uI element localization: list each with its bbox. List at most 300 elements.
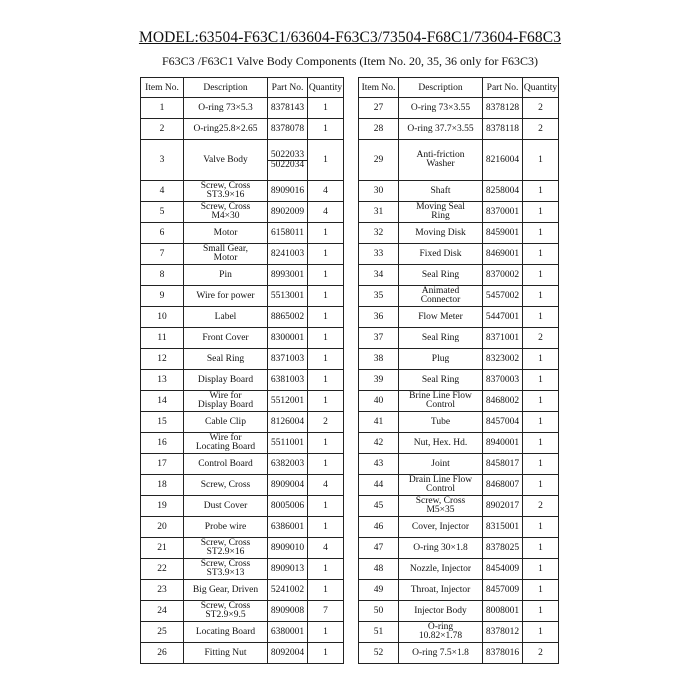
part-no-cell: 6380001 xyxy=(268,622,308,643)
description-cell xyxy=(184,601,268,622)
description-line: Small Gear, xyxy=(203,244,248,254)
description-line: Plug xyxy=(431,353,450,364)
item-no-cell: 10 xyxy=(141,307,184,328)
description-cell xyxy=(184,349,268,370)
item-no-cell: 30 xyxy=(359,181,399,202)
description-cell xyxy=(399,475,483,496)
part-no-cell: 8902009 xyxy=(268,202,308,223)
description-line: O-ring xyxy=(427,622,454,632)
item-no-cell: 41 xyxy=(359,412,399,433)
table-row xyxy=(141,559,344,580)
table-row xyxy=(359,202,559,223)
quantity-cell: 1 xyxy=(523,601,559,622)
part-no-cell: 8378078 xyxy=(268,119,308,140)
item-no-cell: 36 xyxy=(359,307,399,328)
part-no-cell: 8865002 xyxy=(268,307,308,328)
table-row xyxy=(141,349,344,370)
item-no-cell: 26 xyxy=(141,643,184,664)
part-no-cell: 8902017 xyxy=(483,496,523,517)
description-line: Front Cover xyxy=(202,332,249,343)
part-no-cell: 8993001 xyxy=(268,265,308,286)
item-no-cell: 35 xyxy=(359,286,399,307)
table-row xyxy=(141,601,344,622)
quantity-cell: 2 xyxy=(523,98,559,119)
description-line: Screw, Cross xyxy=(200,202,251,212)
item-no-cell: 20 xyxy=(141,517,184,538)
table-header-row xyxy=(141,78,344,98)
part-no-cell: 8092004 xyxy=(268,643,308,664)
description-cell xyxy=(399,454,483,475)
quantity-cell: 1 xyxy=(523,412,559,433)
description-cell xyxy=(399,601,483,622)
table-row xyxy=(359,140,559,181)
quantity-cell: 1 xyxy=(308,119,344,140)
table-row xyxy=(141,140,344,181)
part-no-cell: 8378143 xyxy=(268,98,308,119)
description-line: Control xyxy=(425,484,456,494)
table-row xyxy=(359,538,559,559)
description-line: Screw, Cross xyxy=(200,601,251,611)
item-no-cell: 14 xyxy=(141,391,184,412)
quantity-cell: 1 xyxy=(523,454,559,475)
quantity-cell: 1 xyxy=(523,622,559,643)
description-line: Brine Line Flow xyxy=(409,391,472,401)
part-no-cell: 8370001 xyxy=(483,202,523,223)
item-no-cell: 9 xyxy=(141,286,184,307)
description-cell xyxy=(399,643,483,664)
description-cell xyxy=(184,98,268,119)
part-no-cell: 5512001 xyxy=(268,391,308,412)
quantity-cell: 1 xyxy=(308,244,344,265)
header-item-no: Item No. xyxy=(141,78,184,98)
description-line: Dust Cover xyxy=(203,500,248,511)
table-row xyxy=(359,244,559,265)
item-no-cell: 23 xyxy=(141,580,184,601)
description-line: Wire for power xyxy=(196,290,255,301)
description-line: Screw, Cross xyxy=(415,496,466,506)
quantity-cell: 1 xyxy=(523,307,559,328)
item-no-cell: 52 xyxy=(359,643,399,664)
description-cell xyxy=(184,517,268,538)
description-line: ST3.9×13 xyxy=(206,568,245,578)
description-line: Probe wire xyxy=(204,521,247,532)
description-line: Seal Ring xyxy=(421,332,460,343)
quantity-cell: 1 xyxy=(523,475,559,496)
quantity-cell: 1 xyxy=(308,496,344,517)
header-quantity: Quantity xyxy=(523,78,559,98)
item-no-cell: 12 xyxy=(141,349,184,370)
description-line: Connector xyxy=(420,295,461,305)
quantity-cell: 4 xyxy=(308,202,344,223)
description-line: Nozzle, Injector xyxy=(409,563,472,574)
part-no-value: 5022034 xyxy=(268,160,307,170)
description-line: O-ring 7.5×1.8 xyxy=(412,647,469,658)
quantity-cell: 2 xyxy=(523,328,559,349)
description-line: O-ring 30×1.8 xyxy=(413,542,468,553)
quantity-cell: 1 xyxy=(523,391,559,412)
table-row xyxy=(359,412,559,433)
quantity-cell: 1 xyxy=(523,559,559,580)
description-cell xyxy=(184,622,268,643)
item-no-cell: 39 xyxy=(359,370,399,391)
description-cell xyxy=(184,412,268,433)
quantity-cell: 2 xyxy=(523,119,559,140)
table-row xyxy=(359,223,559,244)
part-no-cell: 8459001 xyxy=(483,223,523,244)
description-line: Motor xyxy=(213,227,238,238)
quantity-cell: 1 xyxy=(308,622,344,643)
part-no-cell: 8378025 xyxy=(483,538,523,559)
description-line: Wire for xyxy=(209,433,242,443)
item-no-cell: 17 xyxy=(141,454,184,475)
description-cell xyxy=(184,223,268,244)
table-row xyxy=(359,328,559,349)
quantity-cell: 1 xyxy=(308,265,344,286)
quantity-cell: 1 xyxy=(308,391,344,412)
part-no-cell: 8005006 xyxy=(268,496,308,517)
description-line: Seal Ring xyxy=(206,353,245,364)
item-no-cell: 21 xyxy=(141,538,184,559)
description-cell xyxy=(399,559,483,580)
description-line: Drain Line Flow xyxy=(408,475,473,485)
table-row xyxy=(359,307,559,328)
item-no-cell: 22 xyxy=(141,559,184,580)
description-cell xyxy=(184,244,268,265)
description-cell xyxy=(184,140,268,181)
part-no-cell: 8378016 xyxy=(483,643,523,664)
quantity-cell: 4 xyxy=(308,475,344,496)
description-cell xyxy=(399,140,483,181)
description-line: 10.82×1.78 xyxy=(418,631,463,641)
table-row xyxy=(359,98,559,119)
description-line: Ring xyxy=(431,211,450,221)
part-no-cell: 6381003 xyxy=(268,370,308,391)
quantity-cell: 1 xyxy=(308,307,344,328)
part-no-cell: 8457009 xyxy=(483,580,523,601)
description-line: ST2.9×16 xyxy=(206,547,245,557)
table-header-row xyxy=(359,78,559,98)
description-line: Fitting Nut xyxy=(204,647,247,658)
description-cell xyxy=(184,454,268,475)
description-line: Shaft xyxy=(430,185,451,196)
part-no-cell: 8315001 xyxy=(483,517,523,538)
part-no-cell: 8909004 xyxy=(268,475,308,496)
part-no-cell: 8909016 xyxy=(268,181,308,202)
item-no-cell: 44 xyxy=(359,475,399,496)
table-row xyxy=(141,307,344,328)
part-no-cell: 8378012 xyxy=(483,622,523,643)
header-item-no: Item No. xyxy=(359,78,399,98)
part-no-cell: 8454009 xyxy=(483,559,523,580)
description-line: Throat, Injector xyxy=(410,584,471,595)
model-title: MODEL:63504-F63C1/63604-F63C3/73504-F68C1/73604-F68C3 xyxy=(138,29,562,46)
description-cell xyxy=(399,286,483,307)
quantity-cell: 1 xyxy=(523,517,559,538)
description-line: Valve Body xyxy=(203,154,248,165)
description-cell xyxy=(399,181,483,202)
description-line: Locating Board xyxy=(195,626,256,637)
table-row xyxy=(359,454,559,475)
description-cell xyxy=(184,496,268,517)
quantity-cell: 1 xyxy=(523,433,559,454)
quantity-cell: 1 xyxy=(523,244,559,265)
description-line: Motor xyxy=(213,253,238,263)
quantity-cell: 1 xyxy=(523,580,559,601)
part-no-cell: 8241003 xyxy=(268,244,308,265)
quantity-cell: 1 xyxy=(523,202,559,223)
item-no-cell: 7 xyxy=(141,244,184,265)
description-cell xyxy=(184,119,268,140)
description-line: Moving Seal xyxy=(416,202,465,212)
description-cell xyxy=(399,517,483,538)
part-no-value: 5022033 xyxy=(270,149,305,160)
description-cell xyxy=(184,433,268,454)
table-row xyxy=(359,601,559,622)
description-line: Cover, Injector xyxy=(411,521,470,532)
table-row xyxy=(141,580,344,601)
description-line: Nut, Hex. Hd. xyxy=(413,437,468,448)
description-cell xyxy=(399,433,483,454)
quantity-cell: 2 xyxy=(523,496,559,517)
quantity-cell: 1 xyxy=(523,140,559,181)
description-line: Display Board xyxy=(197,400,254,410)
description-line: ST2.9×9.5 xyxy=(205,610,246,620)
item-no-cell: 28 xyxy=(359,119,399,140)
description-line: ST3.9×16 xyxy=(206,190,245,200)
table-row xyxy=(141,98,344,119)
description-cell xyxy=(184,328,268,349)
description-line: Tube xyxy=(430,416,451,427)
part-no-cell: 6386001 xyxy=(268,517,308,538)
table-row xyxy=(359,286,559,307)
part-no-cell: 8126004 xyxy=(268,412,308,433)
description-cell xyxy=(184,559,268,580)
table-row xyxy=(359,119,559,140)
table-row xyxy=(359,643,559,664)
description-line: Screw, Cross xyxy=(200,479,251,490)
quantity-cell: 1 xyxy=(308,98,344,119)
header-part-no: Part No. xyxy=(268,78,308,98)
description-line: Animated xyxy=(421,286,460,296)
quantity-cell: 2 xyxy=(308,412,344,433)
description-cell xyxy=(184,286,268,307)
quantity-cell: 1 xyxy=(308,580,344,601)
item-no-cell: 31 xyxy=(359,202,399,223)
part-no-cell: 8258004 xyxy=(483,181,523,202)
table-row xyxy=(141,391,344,412)
quantity-cell: 1 xyxy=(523,181,559,202)
item-no-cell: 45 xyxy=(359,496,399,517)
parts-table-right-body xyxy=(359,98,559,664)
part-no-cell: 8370002 xyxy=(483,265,523,286)
quantity-cell: 1 xyxy=(308,559,344,580)
item-no-cell: 25 xyxy=(141,622,184,643)
table-row xyxy=(359,580,559,601)
item-no-cell: 33 xyxy=(359,244,399,265)
part-no-cell: 5511001 xyxy=(268,433,308,454)
table-row xyxy=(359,622,559,643)
description-line: O-ring 37.7×3.55 xyxy=(407,123,474,134)
part-no-cell xyxy=(268,140,308,181)
description-cell xyxy=(399,496,483,517)
header-description: Description xyxy=(184,78,268,98)
table-row xyxy=(359,496,559,517)
header-part-no: Part No. xyxy=(483,78,523,98)
description-cell xyxy=(399,580,483,601)
description-cell xyxy=(399,98,483,119)
table-row xyxy=(359,181,559,202)
description-cell xyxy=(399,412,483,433)
item-no-cell: 38 xyxy=(359,349,399,370)
parts-table-right xyxy=(358,77,559,664)
part-no-cell: 8940001 xyxy=(483,433,523,454)
table-row xyxy=(141,370,344,391)
table-row xyxy=(141,286,344,307)
description-cell xyxy=(184,202,268,223)
quantity-cell: 1 xyxy=(308,517,344,538)
description-cell xyxy=(399,328,483,349)
quantity-cell: 1 xyxy=(523,286,559,307)
item-no-cell: 37 xyxy=(359,328,399,349)
table-row xyxy=(359,433,559,454)
quantity-cell: 4 xyxy=(308,181,344,202)
description-cell xyxy=(399,265,483,286)
table-row xyxy=(141,517,344,538)
item-no-cell: 42 xyxy=(359,433,399,454)
item-no-cell: 50 xyxy=(359,601,399,622)
table-row xyxy=(141,119,344,140)
description-line: Screw, Cross xyxy=(200,538,251,548)
quantity-cell: 1 xyxy=(308,140,344,181)
description-cell xyxy=(184,265,268,286)
description-cell xyxy=(399,370,483,391)
quantity-cell: 1 xyxy=(523,223,559,244)
description-line: M5×35 xyxy=(426,505,455,515)
table-row xyxy=(359,349,559,370)
table-row xyxy=(141,475,344,496)
item-no-cell: 13 xyxy=(141,370,184,391)
quantity-cell: 4 xyxy=(308,538,344,559)
quantity-cell: 1 xyxy=(523,349,559,370)
quantity-cell: 1 xyxy=(308,454,344,475)
table-row xyxy=(359,559,559,580)
table-row xyxy=(141,643,344,664)
table-row xyxy=(141,538,344,559)
item-no-cell: 19 xyxy=(141,496,184,517)
item-no-cell: 24 xyxy=(141,601,184,622)
item-no-cell: 34 xyxy=(359,265,399,286)
description-cell xyxy=(184,181,268,202)
item-no-cell: 18 xyxy=(141,475,184,496)
part-no-cell: 5457002 xyxy=(483,286,523,307)
description-line: Seal Ring xyxy=(421,374,460,385)
quantity-cell: 1 xyxy=(308,349,344,370)
item-no-cell: 49 xyxy=(359,580,399,601)
quantity-cell: 1 xyxy=(523,265,559,286)
description-line: O-ring25.8×2.65 xyxy=(193,123,258,134)
part-no-cell: 8468007 xyxy=(483,475,523,496)
description-cell xyxy=(184,370,268,391)
item-no-cell: 15 xyxy=(141,412,184,433)
table-row xyxy=(141,622,344,643)
description-line: O-ring 73×5.3 xyxy=(198,102,253,113)
table-row xyxy=(141,265,344,286)
item-no-cell: 5 xyxy=(141,202,184,223)
table-row xyxy=(141,496,344,517)
description-cell xyxy=(399,307,483,328)
part-no-cell: 8216004 xyxy=(483,140,523,181)
description-line: M4×30 xyxy=(211,211,240,221)
description-cell xyxy=(399,119,483,140)
description-cell xyxy=(399,538,483,559)
description-line: Cable Clip xyxy=(205,416,246,427)
quantity-cell: 7 xyxy=(308,601,344,622)
table-row xyxy=(141,181,344,202)
part-no-cell: 8909013 xyxy=(268,559,308,580)
item-no-cell: 47 xyxy=(359,538,399,559)
table-subtitle: F63C3 /F63C1 Valve Body Components (Item No. 20, 35, 36 only for F63C3) xyxy=(161,54,539,68)
description-line: Locating Board xyxy=(195,442,256,452)
part-no-cell: 8378118 xyxy=(483,119,523,140)
quantity-cell: 1 xyxy=(523,370,559,391)
table-row xyxy=(359,265,559,286)
description-line: Washer xyxy=(426,159,455,169)
part-no-cell: 8323002 xyxy=(483,349,523,370)
item-no-cell: 29 xyxy=(359,140,399,181)
part-no-cell: 8458017 xyxy=(483,454,523,475)
description-line: Control xyxy=(425,400,456,410)
item-no-cell: 46 xyxy=(359,517,399,538)
part-no-cell: 8371001 xyxy=(483,328,523,349)
header-description: Description xyxy=(399,78,483,98)
description-line: O-ring 73×3.55 xyxy=(410,102,471,113)
part-no-cell: 8909010 xyxy=(268,538,308,559)
description-line: Label xyxy=(214,311,237,322)
part-no-cell: 8468002 xyxy=(483,391,523,412)
table-row xyxy=(359,517,559,538)
quantity-cell: 1 xyxy=(308,370,344,391)
quantity-cell: 1 xyxy=(308,328,344,349)
item-no-cell: 11 xyxy=(141,328,184,349)
description-cell xyxy=(399,349,483,370)
item-no-cell: 27 xyxy=(359,98,399,119)
table-row xyxy=(141,412,344,433)
description-line: Seal Ring xyxy=(421,269,460,280)
part-no-cell: 6158011 xyxy=(268,223,308,244)
description-line: Big Gear, Driven xyxy=(192,584,259,595)
description-cell xyxy=(184,580,268,601)
header-quantity: Quantity xyxy=(308,78,344,98)
description-cell xyxy=(399,202,483,223)
description-line: Control Board xyxy=(198,458,253,469)
description-cell xyxy=(399,223,483,244)
description-cell xyxy=(399,391,483,412)
description-cell xyxy=(184,475,268,496)
parts-table-left-body xyxy=(141,98,344,664)
item-no-cell: 51 xyxy=(359,622,399,643)
part-no-cell: 8909008 xyxy=(268,601,308,622)
description-line: Moving Disk xyxy=(415,227,466,238)
table-row xyxy=(359,370,559,391)
description-cell xyxy=(184,643,268,664)
description-line: Display Board xyxy=(197,374,254,385)
item-no-cell: 32 xyxy=(359,223,399,244)
item-no-cell: 4 xyxy=(141,181,184,202)
item-no-cell: 6 xyxy=(141,223,184,244)
parts-table-left xyxy=(140,77,344,664)
part-no-cell: 8378128 xyxy=(483,98,523,119)
part-no-cell: 8370003 xyxy=(483,370,523,391)
